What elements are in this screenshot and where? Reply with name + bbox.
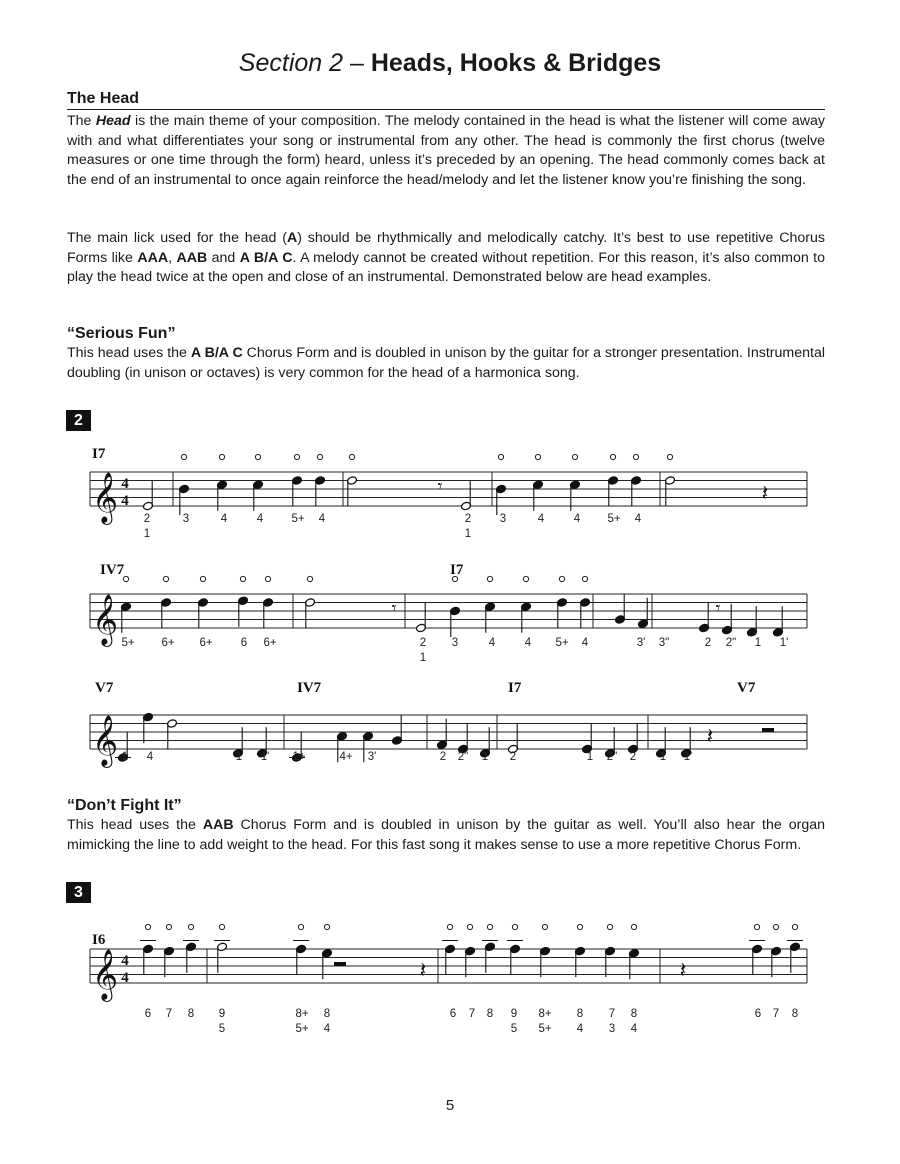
- tab-number: 5+: [607, 513, 621, 525]
- tab-number: 6: [144, 1008, 152, 1020]
- bend-circle: [487, 576, 492, 581]
- chord-symbol: I6: [92, 932, 106, 948]
- example-heading-serious-fun: “Serious Fun”: [67, 325, 176, 342]
- tab-number: 2": [606, 751, 618, 763]
- bend-circle: [582, 576, 587, 581]
- tab-number: 4: [630, 1023, 638, 1035]
- bend-circle: [294, 454, 299, 459]
- bend-circle: [523, 576, 528, 581]
- tab-number: 4: [146, 751, 154, 763]
- treble-clef-icon: 𝄞: [91, 594, 119, 645]
- tab-number: 4: [634, 513, 642, 525]
- tab-number: 5: [510, 1023, 518, 1035]
- tab-number: 4: [318, 513, 326, 525]
- time-signature-bottom: 4: [121, 493, 129, 509]
- section-heading-the-head: The Head: [67, 89, 825, 110]
- tab-number: 1: [464, 528, 472, 540]
- bend-circle: [145, 924, 150, 929]
- example-number-badge: 2: [66, 410, 91, 431]
- tab-number: 7: [468, 1008, 476, 1020]
- half-rest: [334, 962, 346, 966]
- quarter-rest: 𝄽: [761, 481, 769, 507]
- title-main: Heads, Hooks & Bridges: [370, 49, 662, 77]
- tab-number: 7: [772, 1008, 780, 1020]
- bend-circle: [773, 924, 778, 929]
- head-paragraph-1: The Head is the main theme of your composition. The melody contained in the head is what the listener will come away with and what differentiates your song or instrumental from any other. The head is commonly the first chorus (twelve measures or one time through the form) heard, unless it’s preceded by an opening. The head commonly comes back at the end of an instrumental to once again reinforce the head/melody and let the listener know you’re finishing the song.: [67, 113, 825, 188]
- tab-number: 2": [457, 751, 469, 763]
- eighth-rest: 𝄾: [437, 476, 443, 497]
- title-dash: –: [343, 49, 371, 77]
- bend-circle: [792, 924, 797, 929]
- tab-number: 3": [658, 637, 670, 649]
- tab-number: 3: [499, 513, 507, 525]
- chord-symbol: IV7: [297, 680, 322, 696]
- eighth-rest: 𝄾: [391, 598, 397, 619]
- tab-number: 2: [629, 751, 637, 763]
- tab-number: 7: [608, 1008, 616, 1020]
- tab-number: 4: [256, 513, 264, 525]
- tab-number: 1: [586, 751, 594, 763]
- tab-number: 6: [240, 637, 248, 649]
- chord-symbol: V7: [95, 680, 114, 696]
- chord-symbol: I7: [450, 562, 464, 578]
- tab-number: 4: [573, 513, 581, 525]
- tab-number: 8: [486, 1008, 494, 1020]
- tab-number: 9: [218, 1008, 226, 1020]
- bend-circle: [754, 924, 759, 929]
- staff-system-3: [90, 712, 807, 762]
- bend-circle: [349, 454, 354, 459]
- bend-circle: [447, 924, 452, 929]
- chord-symbol: I7: [92, 446, 106, 462]
- tab-number: 9: [510, 1008, 518, 1020]
- bend-circle: [607, 924, 612, 929]
- tab-number: 1: [121, 751, 129, 763]
- tab-number: 5+: [121, 637, 135, 649]
- tab-number: 1': [779, 637, 789, 649]
- eighth-rest: 𝄾: [715, 598, 721, 619]
- bend-circle: [166, 924, 171, 929]
- time-signature-bottom: 4: [121, 970, 129, 986]
- example-heading-dont-fight-it: “Don’t Fight It”: [67, 797, 182, 814]
- tab-number: 2: [704, 637, 712, 649]
- tab-number: 6+: [199, 637, 213, 649]
- bend-circle: [188, 924, 193, 929]
- tab-number: 3': [367, 751, 377, 763]
- bend-circle: [324, 924, 329, 929]
- tab-number: 2: [143, 513, 151, 525]
- bend-circle: [542, 924, 547, 929]
- chord-symbol: V7: [737, 680, 756, 696]
- title-section-label: Section 2: [238, 49, 344, 77]
- tab-number: 5+: [291, 513, 305, 525]
- tab-number: 2: [439, 751, 447, 763]
- tab-number: 4: [323, 1023, 331, 1035]
- tab-number: 2: [464, 513, 472, 525]
- chord-symbol: IV7: [100, 562, 125, 578]
- bend-circle: [265, 576, 270, 581]
- bend-circle: [559, 576, 564, 581]
- tab-number: 6: [754, 1008, 762, 1020]
- tab-number: 1: [754, 637, 762, 649]
- bend-circle: [240, 576, 245, 581]
- bend-circle: [298, 924, 303, 929]
- bend-circle: [610, 454, 615, 459]
- tab-number: 4: [524, 637, 532, 649]
- bend-circle: [123, 576, 128, 581]
- treble-clef-icon: 𝄞: [91, 949, 119, 1000]
- tab-number: 4+: [339, 751, 353, 763]
- tab-number: 4: [576, 1023, 584, 1035]
- dont-fight-it-description: This head uses the AAB Chorus Form and is doubled in unison by the guitar as well. You’ll also hear the organ mimicking the line to add weight to the head. For this fast song it makes sense to use a more repetitive Chorus Form.: [67, 817, 825, 853]
- bend-circle: [535, 454, 540, 459]
- tab-number: 8: [630, 1008, 638, 1020]
- bend-circle: [498, 454, 503, 459]
- bend-circle: [317, 454, 322, 459]
- tab-number: 8: [576, 1008, 584, 1020]
- bend-circle: [219, 924, 224, 929]
- time-signature-top: 4: [121, 476, 129, 492]
- bend-circle: [181, 454, 186, 459]
- tab-number: 3: [451, 637, 459, 649]
- tab-number: 6+: [263, 637, 277, 649]
- staff-system-2: [90, 576, 807, 637]
- tab-number: 5: [218, 1023, 226, 1035]
- tab-number: 3: [608, 1023, 616, 1035]
- tab-number: 2: [419, 637, 427, 649]
- tab-number: 4: [537, 513, 545, 525]
- tab-number: 1': [683, 751, 693, 763]
- tab-number: 8: [791, 1008, 799, 1020]
- tab-number: 8: [187, 1008, 195, 1020]
- treble-clef-icon: 𝄞: [91, 472, 119, 523]
- bend-circle: [219, 454, 224, 459]
- tab-number: 1: [143, 528, 151, 540]
- tab-number: 2: [509, 751, 517, 763]
- bend-circle: [572, 454, 577, 459]
- page-number: 5: [445, 1097, 455, 1114]
- serious-fun-description: This head uses the A B/A C Chorus Form and is doubled in unison by the guitar for a stronger presentation. Instrumental doubling (in unison or octaves) is very common for the head of a harmonica song.: [67, 345, 825, 381]
- bend-circle: [577, 924, 582, 929]
- bend-circle: [633, 454, 638, 459]
- tab-number: 8: [323, 1008, 331, 1020]
- bend-circle: [307, 576, 312, 581]
- head-paragraph-2: The main lick used for the head (A) should be rhythmically and melodically catchy. It’s best to use repetitive Chorus Forms like AAA, AAB and A B/A C. A melody cannot be created without repetition. For this reason, it’s also common to play the head twice at the open and close of an instrumental. Demonstrated below are head examples.: [67, 230, 825, 285]
- tab-number: 8+: [295, 1008, 309, 1020]
- tab-number: 1': [260, 751, 270, 763]
- example-number-badge: 3: [66, 882, 91, 903]
- bend-circle: [631, 924, 636, 929]
- tab-number: 8+: [538, 1008, 552, 1020]
- tab-number: 5+: [555, 637, 569, 649]
- quarter-rest: 𝄽: [706, 724, 714, 750]
- tab-number: 7: [165, 1008, 173, 1020]
- tab-number: 1: [419, 652, 427, 664]
- tab-number: 3: [182, 513, 190, 525]
- tab-number: 4: [488, 637, 496, 649]
- time-signature-top: 4: [121, 953, 129, 969]
- tab-number: 1+: [292, 751, 306, 763]
- bend-circle: [512, 924, 517, 929]
- quarter-rest: 𝄽: [679, 958, 687, 984]
- bend-circle: [487, 924, 492, 929]
- tab-number: 3': [636, 637, 646, 649]
- bend-circle: [667, 454, 672, 459]
- bend-circle: [163, 576, 168, 581]
- bend-circle: [467, 924, 472, 929]
- tab-number: 4: [581, 637, 589, 649]
- tab-number: 4: [220, 513, 228, 525]
- tab-number: 5+: [538, 1023, 552, 1035]
- tab-number: 1: [481, 751, 489, 763]
- bend-circle: [255, 454, 260, 459]
- tab-number: 6+: [161, 637, 175, 649]
- tab-number: 1: [659, 751, 667, 763]
- half-rest: [762, 728, 774, 732]
- bend-circle: [200, 576, 205, 581]
- treble-clef-icon: 𝄞: [91, 715, 119, 766]
- tab-number: 6: [449, 1008, 457, 1020]
- staff-system-1: [90, 454, 807, 515]
- staff-system-4: [90, 924, 807, 983]
- tab-number: 1: [235, 751, 243, 763]
- tab-number: 2": [725, 637, 737, 649]
- quarter-rest: 𝄽: [419, 958, 427, 984]
- chord-symbol: I7: [508, 680, 522, 696]
- tab-number: 5+: [295, 1023, 309, 1035]
